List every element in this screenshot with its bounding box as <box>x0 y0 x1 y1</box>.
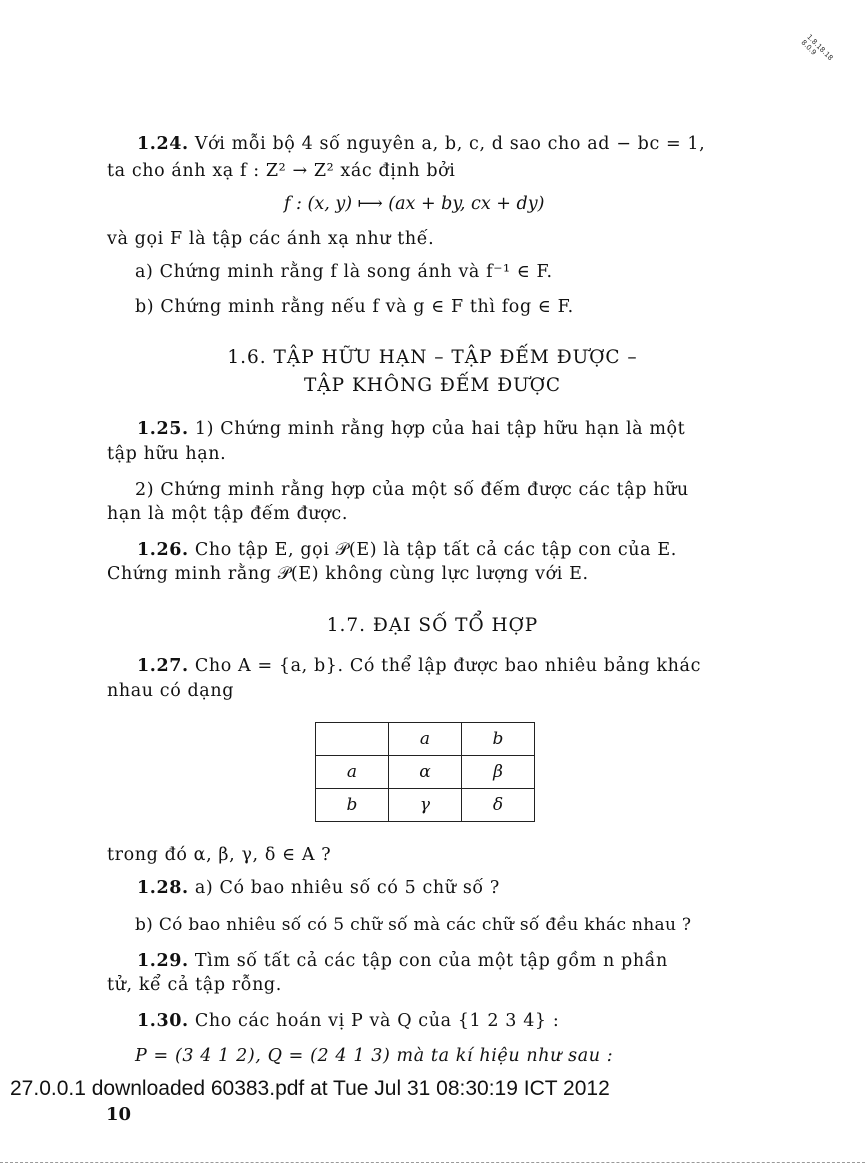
ex-1-24-line-2: ta cho ánh xạ f : Z² → Z² xác định bởi <box>107 161 456 181</box>
ex-1-26-line-2: Chứng minh rằng 𝒫(E) không cùng lực lượng với E. <box>107 564 589 584</box>
table-cell: γ <box>389 789 462 822</box>
ex-1-29-line-1 <box>137 950 668 972</box>
ex-1-30-text: Cho các hoán vị P và Q của {1 2 3 4} : <box>194 1011 560 1031</box>
ex-1-24-line-1 <box>137 133 705 155</box>
ex-1-24-text: Với mỗi bộ 4 số nguyên a, b, c, d sao cho ad − bc = 1, <box>194 134 706 154</box>
section-1-6-heading-line-1: 1.6. TẬP HỮU HẠN – TẬP ĐẾM ĐƯỢC – <box>227 347 638 368</box>
ex-1-25-number: 1.25. <box>137 419 189 439</box>
ex-1-24-number: 1.24. <box>137 134 189 154</box>
table-cell: b <box>316 789 389 822</box>
table-cell: β <box>462 756 535 789</box>
ex-1-28-part-a: a) Có bao nhiêu số có 5 chữ số ? <box>194 878 500 898</box>
ex-1-30-line-1 <box>137 1010 559 1032</box>
table-cell: a <box>389 723 462 756</box>
ex-1-29-number: 1.29. <box>137 951 189 971</box>
table-cell: α <box>389 756 462 789</box>
table-cell: b <box>462 723 535 756</box>
ex-1-26-text: Cho tập E, gọi 𝒫(E) là tập tất cả các tập con của E. <box>194 540 677 560</box>
section-1-7-heading: 1.7. ĐẠI SỐ TỔ HỢP <box>326 615 539 636</box>
page-bottom-edge <box>0 1162 865 1164</box>
table-row <box>316 723 535 756</box>
ex-1-25-line-4: hạn là một tập đếm được. <box>107 504 348 524</box>
ex-1-28-line-1 <box>137 877 500 899</box>
table-row <box>316 789 535 822</box>
ex-1-27-text: Cho A = {a, b}. Có thể lập được bao nhiêu bảng khác <box>194 656 701 676</box>
ex-1-27-line-1 <box>137 655 701 677</box>
ex-1-24-part-b: b) Chứng minh rằng nếu f và g ∈ F thì fog ∈ F. <box>135 297 574 317</box>
ex-1-27-number: 1.27. <box>137 656 189 676</box>
ex-1-24-line-3: và gọi F là tập các ánh xạ như thế. <box>107 229 435 249</box>
ex-1-25-line-2: tập hữu hạn. <box>107 444 227 464</box>
ex-1-24-formula: f : (x, y) ⟼ (ax + by, cx + dy) <box>284 194 545 214</box>
table-cell: a <box>316 756 389 789</box>
ex-1-28-part-b: b) Có bao nhiêu số có 5 chữ số mà các chữ số đều khác nhau ? <box>135 915 692 935</box>
ex-1-26-line-1 <box>137 539 677 561</box>
ex-1-27-table <box>315 722 535 822</box>
download-watermark: 27.0.0.1 downloaded 60383.pdf at Tue Jul 31 08:30:19 ICT 2012 <box>10 1077 610 1100</box>
table-row <box>316 756 535 789</box>
ex-1-28-number: 1.28. <box>137 878 189 898</box>
ex-1-30-line-2: P = (3 4 1 2), Q = (2 4 1 3) mà ta kí hiệu như sau : <box>135 1046 614 1066</box>
table-cell <box>316 723 389 756</box>
ex-1-30-number: 1.30. <box>137 1011 189 1031</box>
section-1-6-heading-line-2: TẬP KHÔNG ĐẾM ĐƯỢC <box>303 375 562 396</box>
ex-1-26-number: 1.26. <box>137 540 189 560</box>
ex-1-29-line-2: tử, kể cả tập rỗng. <box>107 975 282 995</box>
ex-1-27-after-table: trong đó α, β, γ, δ ∈ A ? <box>107 845 332 865</box>
page-number: 10 <box>106 1104 132 1125</box>
ex-1-25-line-1 <box>137 418 685 440</box>
ex-1-25-text: 1) Chứng minh rằng hợp của hai tập hữu hạn là một <box>194 419 686 439</box>
library-stamp: 1.8.18.18 8.0.9 <box>799 32 835 63</box>
ex-1-24-part-a: a) Chứng minh rằng f là song ánh và f⁻¹ ∈ F. <box>135 262 553 282</box>
ex-1-29-text: Tìm số tất cả các tập con của một tập gồm n phần <box>194 951 668 971</box>
ex-1-27-line-2: nhau có dạng <box>107 681 235 701</box>
table-cell: δ <box>462 789 535 822</box>
ex-1-25-line-3: 2) Chứng minh rằng hợp của một số đếm được các tập hữu <box>135 480 689 500</box>
